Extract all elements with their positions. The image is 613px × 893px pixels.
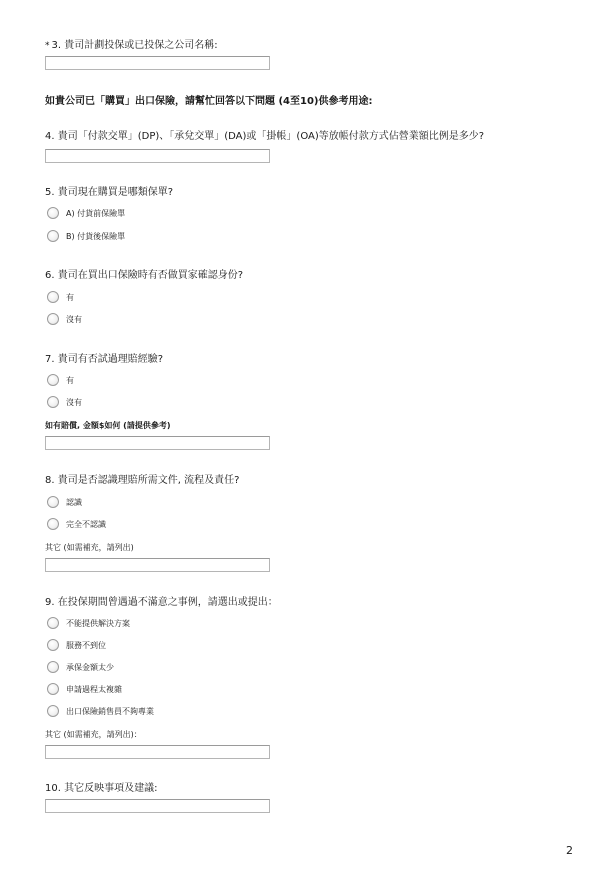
radio-button[interactable]	[47, 374, 59, 386]
radio-button[interactable]	[47, 207, 59, 219]
option-label: A) 付貨前保險單	[66, 208, 126, 218]
q9-option-low-coverage[interactable]	[47, 660, 114, 674]
radio-button[interactable]	[47, 617, 59, 629]
radio-button[interactable]	[47, 661, 59, 673]
option-label: 完全不認識	[66, 519, 106, 529]
radio-button[interactable]	[47, 291, 59, 303]
section-intro: 如貴公司已「購買」出口保險，請幫忙回答以下問題 (4至10)供參考用途:	[45, 96, 373, 107]
option-label: 服務不到位	[66, 640, 106, 650]
q5-option-pre-shipment[interactable]	[47, 206, 125, 220]
option-label: 沒有	[66, 314, 82, 324]
radio-button[interactable]	[47, 396, 59, 408]
suggestions-input[interactable]	[45, 799, 270, 813]
option-label: 不能提供解決方案	[66, 618, 130, 628]
radio-button[interactable]	[47, 518, 59, 530]
radio-button[interactable]	[47, 683, 59, 695]
page-number: 2	[566, 844, 573, 857]
q9-option-unprofessional-sales[interactable]	[47, 704, 154, 718]
question-8-label: 8. 貴司是否認識理賠所需文件, 流程及責任?	[45, 475, 240, 486]
q7-sub-label: 如有賠償, 金額$如何 (請提供參考)	[45, 421, 171, 430]
option-label: 認識	[66, 497, 82, 507]
q9-option-no-solution[interactable]	[47, 616, 130, 630]
payment-ratio-input[interactable]	[45, 149, 270, 163]
q6-option-no[interactable]	[47, 312, 82, 326]
radio-button[interactable]	[47, 230, 59, 242]
q5-option-post-shipment[interactable]	[47, 229, 125, 243]
question-7-label: 7. 貴司有否試過理賠經驗?	[45, 354, 164, 365]
option-label: 承保金額太少	[66, 662, 114, 672]
radio-button[interactable]	[47, 313, 59, 325]
q8-other-input[interactable]	[45, 558, 270, 572]
radio-button[interactable]	[47, 639, 59, 651]
option-label: 沒有	[66, 397, 82, 407]
q9-option-poor-service[interactable]	[47, 638, 106, 652]
question-9-label: 9. 在投保期間曾遇過不滿意之事例，請選出或提出：	[45, 597, 278, 608]
claim-amount-input[interactable]	[45, 436, 270, 450]
option-label: 出口保險銷售員不夠專業	[66, 706, 154, 716]
q8-sub-label: 其它 (如需補充，請列出)	[45, 543, 134, 552]
q9-other-input[interactable]	[45, 745, 270, 759]
option-label: 有	[66, 375, 74, 385]
q6-option-yes[interactable]	[47, 290, 74, 304]
radio-button[interactable]	[47, 496, 59, 508]
required-mark: *	[45, 41, 50, 51]
q7-option-no[interactable]	[47, 395, 82, 409]
question-5-label: 5. 貴司現在購買是哪類保單?	[45, 187, 174, 198]
q7-option-yes[interactable]	[47, 373, 74, 387]
option-label: 有	[66, 292, 74, 302]
q9-option-complex-process[interactable]	[47, 682, 122, 696]
question-6-label: 6. 貴司在買出口保險時有否做買家確認身份?	[45, 270, 244, 281]
radio-button[interactable]	[47, 705, 59, 717]
q9-sub-label: 其它 (如需補充，請列出)：	[45, 730, 142, 739]
question-3-text: 3. 貴司計劃投保或已投保之公司名稱:	[51, 40, 218, 51]
question-10-label: 10. 其它反映事項及建議:	[45, 783, 158, 794]
q8-option-not-know[interactable]	[47, 517, 106, 531]
company-name-input[interactable]	[45, 56, 270, 70]
question-3-label	[45, 39, 218, 53]
option-label: B) 付貨後保險單	[66, 231, 126, 241]
option-label: 申請過程太複雜	[66, 684, 122, 694]
question-4-label: 4. 貴司「付款交單」(DP)、「承兌交單」(DA)或「掛帳」(OA)等放帳付款方式佔營業額比例是多少?	[45, 131, 485, 142]
q8-option-know[interactable]	[47, 495, 82, 509]
